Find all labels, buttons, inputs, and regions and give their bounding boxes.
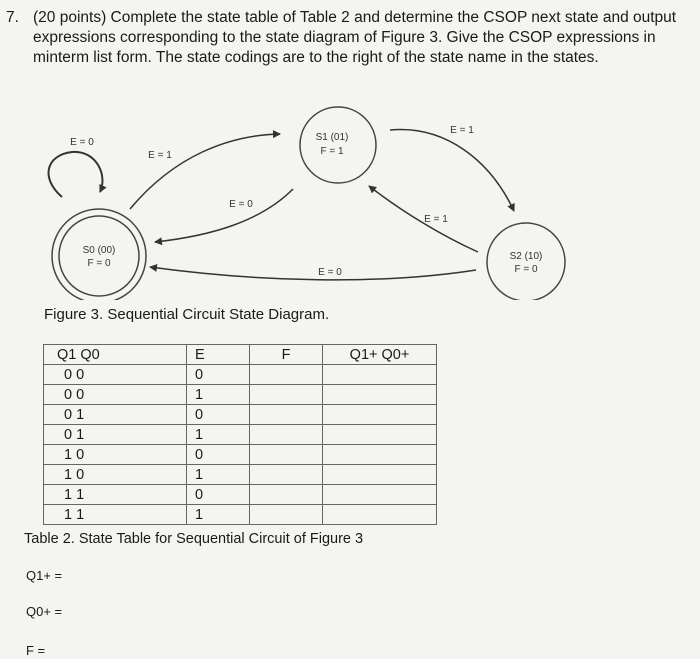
- cell-e: 0: [187, 365, 250, 385]
- transition-s1-to-s2: [390, 130, 514, 211]
- cell-next[interactable]: [323, 425, 437, 445]
- cell-next[interactable]: [323, 485, 437, 505]
- cell-e: 1: [187, 505, 250, 525]
- label-s0-to-s1: E = 1: [148, 150, 172, 161]
- header-next: Q1+ Q0+: [323, 345, 437, 365]
- equation-q0-next: Q0+ =: [26, 604, 63, 619]
- cell-q: 0 0: [44, 365, 187, 385]
- cell-next[interactable]: [323, 365, 437, 385]
- cell-f[interactable]: [250, 505, 323, 525]
- question-text: (20 points) Complete the state table of Table 2 and determine the CSOP next state and output expressions corresponding to the state diagram of Figure 3. Give the CSOP expressions in minterm list form. The state codings are to the right of the state name in the states.: [33, 9, 677, 66]
- cell-q: 0 0: [44, 385, 187, 405]
- state-diagram: [0, 0, 700, 300]
- cell-q: 1 0: [44, 465, 187, 485]
- cell-q: 1 0: [44, 445, 187, 465]
- cell-e: 1: [187, 385, 250, 405]
- table-row: [44, 505, 437, 525]
- cell-q: 1 1: [44, 505, 187, 525]
- figure-caption: Figure 3. Sequential Circuit State Diagram.: [44, 306, 330, 323]
- label-s0-self: E = 0: [70, 137, 94, 148]
- transition-s0-self-loop: [49, 152, 103, 197]
- cell-next[interactable]: [323, 405, 437, 425]
- cell-next[interactable]: [323, 445, 437, 465]
- cell-f[interactable]: [250, 385, 323, 405]
- cell-q: 1 1: [44, 485, 187, 505]
- table-row: [44, 405, 437, 425]
- state-s1-output: F = 1: [320, 146, 344, 157]
- state-s2-name: S2 (10): [509, 251, 543, 262]
- cell-f[interactable]: [250, 405, 323, 425]
- state-s0-output: F = 0: [87, 258, 111, 269]
- label-s1-to-s2: E = 1: [450, 125, 474, 136]
- state-s0-inner-circle: [59, 216, 139, 296]
- cell-q: 0 1: [44, 425, 187, 445]
- label-s2-to-s1: E = 1: [424, 214, 448, 225]
- header-e: E: [187, 345, 250, 365]
- cell-f[interactable]: [250, 445, 323, 465]
- cell-e: 1: [187, 465, 250, 485]
- state-s0-name: S0 (00): [82, 245, 116, 256]
- table-header-row: [44, 345, 437, 365]
- table-row: [44, 465, 437, 485]
- cell-f[interactable]: [250, 485, 323, 505]
- state-s2-output: F = 0: [514, 264, 538, 275]
- question-number: 7.: [6, 9, 19, 26]
- state-table: [43, 344, 437, 525]
- label-s1-to-s0: E = 0: [229, 199, 253, 210]
- cell-e: 1: [187, 425, 250, 445]
- equation-q1-next: Q1+ =: [26, 568, 63, 583]
- cell-f[interactable]: [250, 425, 323, 445]
- transition-s0-to-s1: [130, 134, 280, 209]
- cell-next[interactable]: [323, 385, 437, 405]
- label-s2-to-s0: E = 0: [318, 267, 342, 278]
- cell-e: 0: [187, 405, 250, 425]
- state-s1-circle: [300, 107, 376, 183]
- cell-f[interactable]: [250, 465, 323, 485]
- transition-s1-to-s0: [155, 189, 293, 242]
- table-caption: Table 2. State Table for Sequential Circuit of Figure 3: [24, 531, 364, 547]
- cell-e: 0: [187, 485, 250, 505]
- equation-f: F =: [26, 643, 46, 658]
- cell-next[interactable]: [323, 505, 437, 525]
- header-f: F: [250, 345, 323, 365]
- state-s1-name: S1 (01): [315, 132, 349, 143]
- table-row: [44, 425, 437, 445]
- cell-e: 0: [187, 445, 250, 465]
- cell-f[interactable]: [250, 365, 323, 385]
- cell-next[interactable]: [323, 465, 437, 485]
- transition-s2-to-s0: [150, 267, 476, 280]
- table-row: [44, 445, 437, 465]
- header-q: Q1 Q0: [44, 345, 187, 365]
- cell-q: 0 1: [44, 405, 187, 425]
- table-row: [44, 485, 437, 505]
- table-row: [44, 385, 437, 405]
- table-row: [44, 365, 437, 385]
